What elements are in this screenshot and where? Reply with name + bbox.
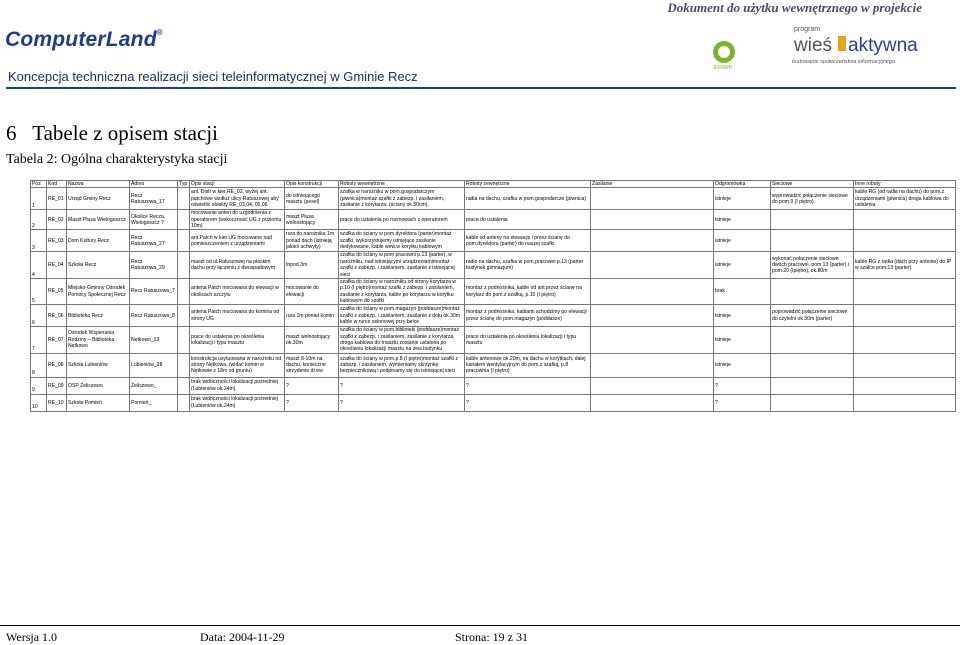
cell-sieciowe: wyprowadzić połączenie sieciowe do pom.9 (I piętro) <box>771 188 854 210</box>
cell-kod: RE_03 <box>47 230 67 252</box>
cell-zasilanie <box>591 278 714 304</box>
cell-opis: konstrukcja usytuowana w narożniku od strony Nętkowa, (widać komin w Nętkowie z 18m od gruntu) <box>190 353 285 377</box>
table-row <box>31 252 956 278</box>
cell-wewn: szafka do ściany w pom.biblioteki (poddasze)montaż szafki z zabezp. i zasilaniem, zasilanie z korytarza, droga kablowa do masztu zostanie ustalona po określeniu lokalizacji masztu na zew.budynku <box>339 327 465 353</box>
table-row <box>31 188 956 210</box>
cell-konstrukcja: rura do narożnika 1m ponad dach (istnieją jakieś uchwyty) <box>285 230 339 252</box>
footer-page: Strona: 19 z 31 <box>455 630 528 644</box>
table-row <box>31 305 956 327</box>
cell-kod: RE_06 <box>47 305 67 327</box>
cell-wewn: szafka do ściany w pom.dyrektora (parter)montaż szafki, wykorzystujemy istniejące zasilanie dedykowane, kable wew.w korytku kablowym <box>339 230 465 252</box>
cell-poz: 7 <box>31 327 47 353</box>
table-row <box>31 353 956 377</box>
cell-typ <box>178 210 190 230</box>
cell-nazwa: Urząd Gminy Recz <box>67 188 130 210</box>
internal-use-note: Dokument do użytku wewnętrznego w projekcie <box>667 0 922 15</box>
cell-opis: antena Patch mocowana do komina od strony UG <box>190 305 285 327</box>
cell-kod: RE_05 <box>47 278 67 304</box>
cell-poz: 2 <box>31 210 47 230</box>
table-row <box>31 210 956 230</box>
cell-konstrukcja: mocowanie do elewacji <box>285 278 339 304</box>
header-nazwa: Nazwa <box>67 181 130 188</box>
cell-adres: Pomień_ <box>130 394 178 411</box>
cell-konstrukcja: maszt Plusa wolnostojący <box>285 210 339 230</box>
cell-kod: RE_08 <box>47 353 67 377</box>
cell-nazwa: Szkoła Lubieniów <box>67 353 130 377</box>
footer-divider <box>0 625 960 626</box>
cell-zasilanie <box>591 377 714 394</box>
cell-zewn: kable od anteny na elewację i przez ścianę do pom.dyrektora (parter) do naszej szafki <box>465 230 591 252</box>
cell-opis: brak widoczności lokalizacji pośredniej (Lubieniów ok.24m) <box>190 394 285 411</box>
cell-zasilanie <box>591 230 714 252</box>
header-opis-stacji: Opis stacji <box>190 181 285 188</box>
cell-wewn: szafka do ściany w pom.magazyn (poddasze)montaż szafki z zabezp. i zasilaniem, zasilanie z dołu ok.30m kable w rurce osłonowej przy belce <box>339 305 465 327</box>
header-inne-roboty: Inne roboty <box>854 181 956 188</box>
section-number: 6 <box>6 121 17 145</box>
header-zasilanie: Zasilanie <box>591 181 714 188</box>
header-kod: Kod <box>47 181 67 188</box>
cell-odgrom: istnieje <box>714 327 771 353</box>
cell-typ <box>178 252 190 278</box>
cell-zewn: prace do ustalenia po określeniu lokalizacji i typu masztu <box>465 327 591 353</box>
cell-adres: Okolice Recza, Wielogoszcz ? <box>130 210 178 230</box>
cell-sieciowe <box>771 278 854 304</box>
cell-odgrom: brak <box>714 278 771 304</box>
cell-nazwa: Ośrodek Wspierania Rodziny – Biblioteka Nętkowo <box>67 327 130 353</box>
cell-odgrom: istnieje <box>714 252 771 278</box>
cell-nazwa: Dom Kultury Recz <box>67 230 130 252</box>
station-table <box>30 180 956 412</box>
cell-sieciowe <box>771 377 854 394</box>
cell-wewn: szafka w narożniku w pom.gospodarczym (piwnica)montaż szafki z zabezp. i zasilaniem, zasilanie z korytarza. (ściany ok.50cm). <box>339 188 465 210</box>
cell-opis: maszt od ul.Ratuszowej na płaskim dachu przy łączeniu z dwuspadowym <box>190 252 285 278</box>
cell-kod: RE_02 <box>47 210 67 230</box>
cell-zewn: radio na dachu, szafka w pom.pracowni p.13 (parter budynek gimnazjum) <box>465 252 591 278</box>
table-row <box>31 230 956 252</box>
cell-inne <box>854 353 956 377</box>
header-opis-konstrukcji: Opis konstrukcji <box>285 181 339 188</box>
cell-zasilanie <box>591 353 714 377</box>
cell-zewn: ? <box>465 377 591 394</box>
cell-opis: prace do ustalenia po określeniu lokalizacji i typu masztu <box>190 327 285 353</box>
cell-adres: Recz Ratuszowa_7 <box>130 278 178 304</box>
cell-zasilanie <box>591 210 714 230</box>
cell-odgrom: istnieje <box>714 210 771 230</box>
cell-kod: RE_09 <box>47 377 67 394</box>
logo-aktywna-text: aktywna <box>848 35 918 56</box>
cell-zasilanie <box>591 327 714 353</box>
header-poz: Poz <box>31 181 47 188</box>
cell-wewn: szafka do ściany w narożniku od strony korytarza w p.10 (I piętro)montaż szafki z zabezp. i zasilaniem, zasilanie z korytarza, kable po korytarzu w korytku kablowym do szafki <box>339 278 465 304</box>
cell-kod: RE_07 <box>47 327 67 353</box>
cell-typ <box>178 353 190 377</box>
cell-konstrukcja: maszt 8-10m na dachu, konieczne strzydenie dr.ew <box>285 353 339 377</box>
cell-zewn: ? <box>465 394 591 411</box>
cell-wewn: prace do ustalenia po rozmowach z operatorem <box>339 210 465 230</box>
cell-konstrukcja: tripod 3m <box>285 252 339 278</box>
cell-typ <box>178 188 190 210</box>
table-row <box>31 327 956 353</box>
cell-poz: 6 <box>31 305 47 327</box>
cell-nazwa: Maszt Plusa Wielogoszcz <box>67 210 130 230</box>
fund-label: EFRWP <box>714 65 732 71</box>
cell-poz: 8 <box>31 353 47 377</box>
cell-zasilanie <box>591 305 714 327</box>
logo-program-text: program <box>794 26 821 33</box>
cell-opis: brak widoczności lokalizacji pośredniej (Lubieniów ok.24m) <box>190 377 285 394</box>
cell-typ <box>178 278 190 304</box>
cell-zewn: radia na dachu, szafka w pom.gospodarcze (piwnica) <box>465 188 591 210</box>
cell-konstrukcja: ? <box>285 394 339 411</box>
cell-inne <box>854 305 956 327</box>
cell-inne: kable RG (od radia na dachu) do pom.z urządzeniami (piwnica) droga kablowa do ustalenia <box>854 188 956 210</box>
header-roboty-zewnetrzne: Roboty zewnętrzne <box>465 181 591 188</box>
cell-zasilanie <box>591 252 714 278</box>
cell-inne <box>854 327 956 353</box>
cell-zewn: prace do ustalenia <box>465 210 591 230</box>
cell-sieciowe <box>771 353 854 377</box>
cell-sieciowe <box>771 394 854 411</box>
cell-wewn: szafka do ściany w pom.p.8 (I piętro)montaż szafki z zabezp. i zasilaniem, wymieniamy skrzynkę bezpiecznikową i podpinamy się do istniejącej sieci <box>339 353 465 377</box>
cell-zasilanie <box>591 394 714 411</box>
cell-sieciowe <box>771 210 854 230</box>
footer-date: Data: 2004-11-29 <box>200 630 285 644</box>
section-heading <box>6 121 218 146</box>
project-title: Koncepcja techniczna realizacji sieci teleinformatycznej w Gminie Recz <box>8 69 418 84</box>
table-header-row <box>31 181 956 188</box>
table-caption: Tabela 2: Ogólna charakterystyka stacji <box>6 152 228 167</box>
cell-typ <box>178 377 190 394</box>
cell-odgrom: istnieje <box>714 305 771 327</box>
logo-tagline: budowanie społeczeństwa informacyjnego <box>792 59 896 65</box>
logo-wies-text: wieś <box>794 35 833 56</box>
wies-aktywna-logo <box>712 22 952 72</box>
cell-adres: Żeliszewo_ <box>130 377 178 394</box>
cell-inne <box>854 230 956 252</box>
cell-poz: 1 <box>31 188 47 210</box>
cell-inne <box>854 210 956 230</box>
cell-odgrom: istnieje <box>714 188 771 210</box>
cell-adres: Recz Ratuszowa_29 <box>130 252 178 278</box>
footer-version: Wersja 1.0 <box>6 630 58 644</box>
cell-opis: mocowanie anten do uzgodnienia z operatorem (wskoczność UG z poziomu 10m) <box>190 210 285 230</box>
header-odgromowka: Odgromówka <box>714 181 771 188</box>
cell-zasilanie <box>591 188 714 210</box>
cell-poz: 5 <box>31 278 47 304</box>
header-divider <box>6 87 956 89</box>
cell-opis: antena Patch mocowana do elewacji w okolicach szczytu <box>190 278 285 304</box>
cell-adres: Recz Ratuszowa_27 <box>130 230 178 252</box>
cell-sieciowe: poprowadzić połączenie sieciowe do czytelni ok.30m (parter) <box>771 305 854 327</box>
cell-odgrom: ? <box>714 377 771 394</box>
cell-zewn: montaż z podnośnika, kable od ant.przez ścianę na korytarz do pom.z szafką, p.10 (I piętro) <box>465 278 591 304</box>
cell-nazwa: Biblioteka Recz <box>67 305 130 327</box>
cell-poz: 9 <box>31 377 47 394</box>
cell-inne <box>854 278 956 304</box>
cell-opis: ant.Patch w kier.UG mocowane nad pomieszczeniem z urządzeniami <box>190 230 285 252</box>
cell-typ <box>178 305 190 327</box>
header-typ: Typ <box>178 181 190 188</box>
cell-inne: kable RG z radia (dach przy antenie) do IP w szafce pom.13 (parter) <box>854 252 956 278</box>
cell-wewn: ? <box>339 377 465 394</box>
cell-typ <box>178 327 190 353</box>
cell-odgrom: istnieje <box>714 353 771 377</box>
table-row <box>31 278 956 304</box>
cell-opis: ant. Dish w kier.RE_02, wyżej ant. patchowe wzdłuż ulicy Ratuszowej aby oświetlić obiekty RE_03,04, 05,06 <box>190 188 285 210</box>
cell-konstrukcja: do istniejącego masztu (pesel) <box>285 188 339 210</box>
cell-adres: Nętkowo_13 <box>130 327 178 353</box>
cell-nazwa: Szkoła Pomień <box>67 394 130 411</box>
cell-konstrukcja: rura 1m ponad komin <box>285 305 339 327</box>
cell-typ <box>178 394 190 411</box>
table-row <box>31 377 956 394</box>
cell-poz: 10 <box>31 394 47 411</box>
cell-inne <box>854 394 956 411</box>
cell-odgrom: ? <box>714 394 771 411</box>
cell-zewn: montaż z podnośnika, kablami schodzimy po elewacji przez ścianę do pom.magazyn (poddasze) <box>465 305 591 327</box>
cell-adres: Recz Ratuszowa_17 <box>130 188 178 210</box>
section-title: Tabele z opisem stacji <box>32 121 218 145</box>
cell-nazwa: Szkoła Recz <box>67 252 130 278</box>
cell-sieciowe <box>771 327 854 353</box>
cell-sieciowe <box>771 230 854 252</box>
cell-poz: 3 <box>31 230 47 252</box>
cell-inne <box>854 377 956 394</box>
cell-zewn: kable antenowe ok.20m, na dachu w korytkach, dalej kanałem wentylacyjnym do pom.z szafką, p.8 pracownia (I piętro) <box>465 353 591 377</box>
cell-nazwa: OSP Żeliszewo <box>67 377 130 394</box>
cell-poz: 4 <box>31 252 47 278</box>
header-adres: Adres <box>130 181 178 188</box>
cell-kod: RE_01 <box>47 188 67 210</box>
header-sieciowe: Sieciowe <box>771 181 854 188</box>
cell-kod: RE_04 <box>47 252 67 278</box>
header-roboty-wewnetrzne: Roboty wewnętrzne <box>339 181 465 188</box>
cell-adres: Recz Ratuszowa_8 <box>130 305 178 327</box>
cell-wewn: szafka do ściany w pom pracowni p.13 (parter), w narożniku, nad istniejącymi urządzeniamimontaż szafki z zabezp. i zasilaniem, zasilanie z istniejącej sieci <box>339 252 465 278</box>
cell-nazwa: Miejsko-Gminny Ośrodek Pomocy Społecznej Recz <box>67 278 130 304</box>
cell-konstrukcja: maszt wolnostojący ok.30m <box>285 327 339 353</box>
cell-konstrukcja: ? <box>285 377 339 394</box>
table-row <box>31 394 956 411</box>
computerland-logo: ComputerLand® <box>5 28 163 51</box>
cell-kod: RE_10 <box>47 394 67 411</box>
cell-odgrom: istnieje <box>714 230 771 252</box>
cell-adres: Lubieniów_28 <box>130 353 178 377</box>
cell-wewn: ? <box>339 394 465 411</box>
cell-sieciowe: wykonać połączenie sieciowe dwóch pracowni, pom.13 (parter) i pom.20 (Ipiętro), ok.80m <box>771 252 854 278</box>
cell-typ <box>178 230 190 252</box>
